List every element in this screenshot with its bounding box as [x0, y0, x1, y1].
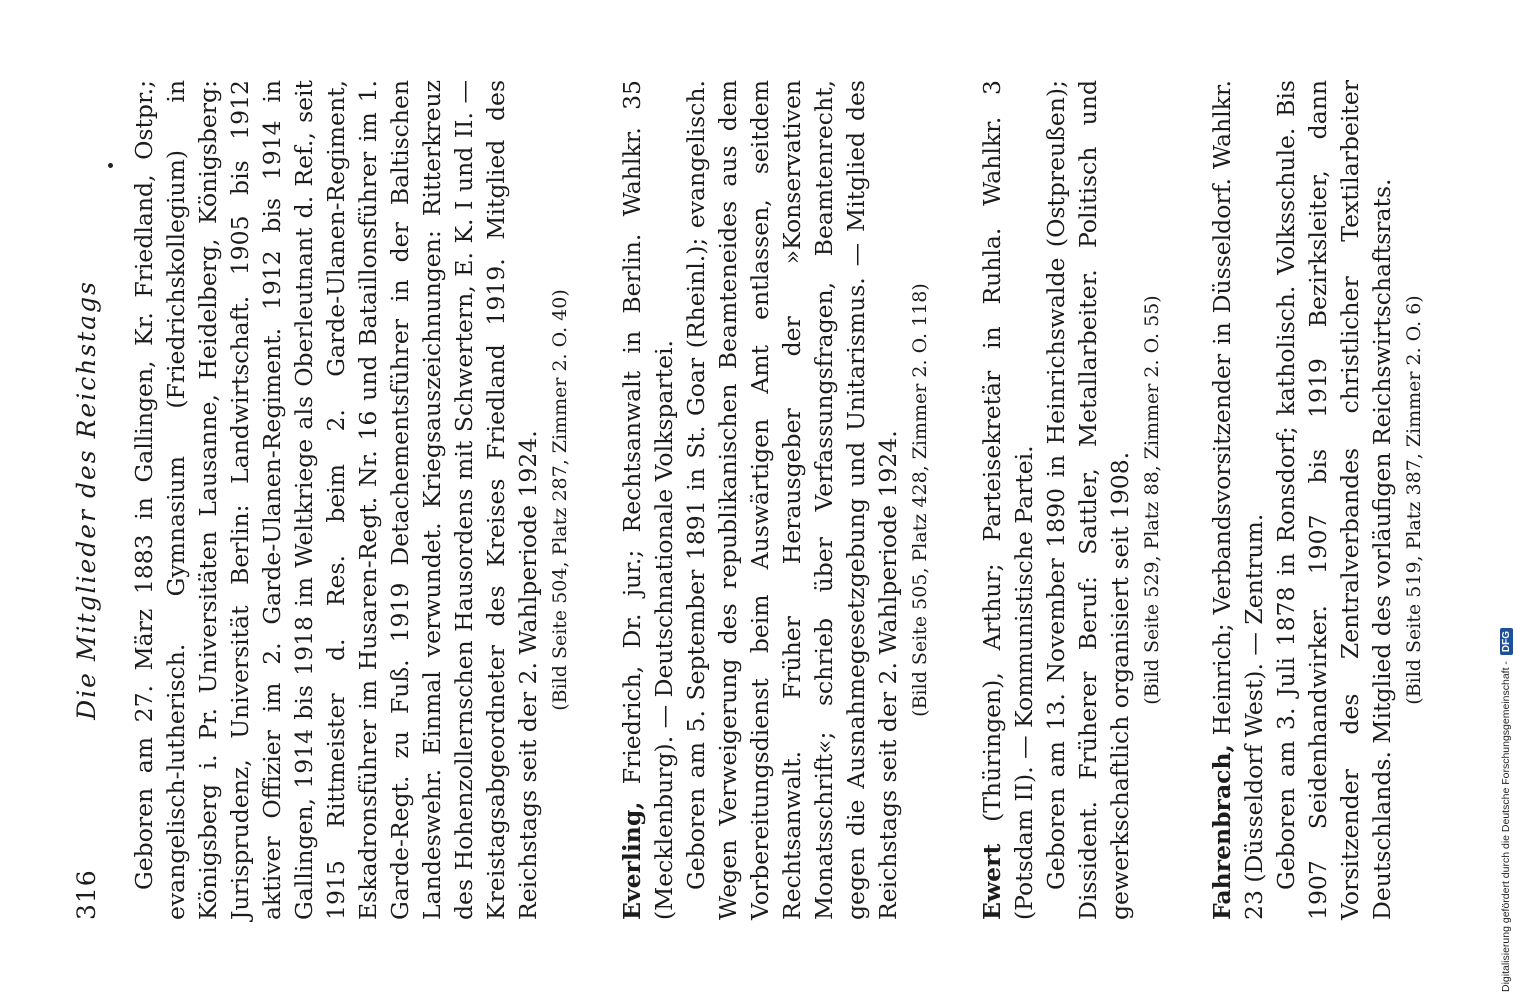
- member-entry: [616, 80, 934, 920]
- entry-divider: [574, 80, 616, 920]
- picture-reference: (Bild Seite 504, Platz 287, Zimmer 2. O. 40): [549, 289, 571, 711]
- digitization-credit: [1497, 2, 1515, 992]
- entry-heading: [1206, 80, 1270, 920]
- member-name: Fahrenbrach,: [1208, 744, 1236, 920]
- member-details: Heinrich; Verbandsvorsitzender in Düsseldorf. Wahlkr. 23 (Düsseldorf West). — Zentrum.: [1208, 80, 1268, 920]
- entry-paragraph: Geboren am 27. März 1883 in Gallingen, Kr. Friedland, Ostpr.; evangelisch-lutherisch. Gymnasium (Friedrichskollegium) in Königsberg i. Pr. Universitäten Lausanne, Heidelberg, Königsberg: Jurisprudenz, Universität Berlin: Landwirtschaft. 1905 bis 1912 aktiver Offizier im 2. Garde-Ulanen-Regiment. 1912 bis 1914 in Gallingen, 1914 bis 1918 im Weltkriege als Oberleutnant d. Ref., seit 1915 Rittmeister d. Res. beim 2. Garde-Ulanen-Regiment, Eskadronsführer im Husaren-Regt. Nr. 16 und Bataillonsführer im 1. Garde-Regt. zu Fuß. 1919 Detachementsführer in der Baltischen Landeswehr. Einmal verwundet. Kriegsauszeichnungen: Ritterkreuz des Hohenzollernschen Hausordens mit Schwertern, E. K. I und II. — Kreistagsabgeordneter des Kreises Friedland 1919. Mitglied des Reichstags seit der 2. Wahlperiode 1924.: [130, 80, 542, 920]
- entry-divider: [934, 80, 976, 920]
- member-name: Ewert: [978, 843, 1006, 920]
- member-entry: [976, 80, 1166, 920]
- member-entry: [1206, 80, 1428, 920]
- speck-mark: [108, 163, 113, 168]
- member-details: (Thüringen), Arthur; Parteisekretär in Ruhla. Wahlkr. 3 (Potsdam II). — Kommunistische Partei.: [978, 80, 1038, 920]
- running-head: [72, 80, 108, 920]
- entries-list: [128, 80, 1428, 920]
- entry-heading: [976, 80, 1040, 920]
- member-entry: [128, 80, 574, 920]
- entry-paragraph: Geboren am 5. September 1891 in St. Goar (Rheinl.); evangelisch. Wegen Verweigerung des republikanischen Beamteneides aus dem Vorbereitungsdienst beim Auswärtigen Amt entlassen, seitdem Rechtsanwalt. Früher Herausgeber der »Konservativen Monatsschrift«; schrieb über Verfassungsfragen, Beamtenrecht, gegen die Ausnahmegesetzgebung und Unitarismus. — Mitglied des Reichstags seit der 2. Wahlperiode 1924.: [682, 80, 902, 920]
- picture-reference: (Bild Seite 519, Platz 387, Zimmer 2. O. 6): [1403, 295, 1425, 705]
- picture-reference: (Bild Seite 505, Platz 428, Zimmer 2. O. 118): [909, 283, 931, 717]
- member-name: Everling,: [618, 801, 646, 920]
- entry-divider: [1166, 80, 1206, 920]
- dfg-logo: DFG: [1500, 628, 1513, 655]
- member-details: Friedrich, Dr. jur.; Rechtsanwalt in Berlin. Wahlkr. 35 (Mecklenburg). — Deutschnationale Volkspartei.: [618, 80, 678, 920]
- entry-heading: [616, 80, 680, 920]
- entry-paragraph: Geboren am 3. Juli 1878 in Ronsdorf; katholisch. Volksschule. Bis 1907 Seidenhandwirker. 1907 bis 1919 Bezirksleiter, dann Vorsitzender des Zentralverbandes christlicher Textilarbeiter Deutschlands. Mitglied des vorläufigen Reichswirtschaftsrats.: [1272, 80, 1396, 920]
- page-title: Die Mitglieder des Reichstags: [72, 280, 101, 720]
- credit-text: Digitalisierung gefördert durch die Deutsche Forschungsgemeinschaft -: [1500, 661, 1512, 992]
- entry-paragraph: Geboren am 13. November 1890 in Heinrichswalde (Ostpreußen); Dissident. Früherer Beruf: Sattler, Metallarbeiter. Politisch und gewerkschaftlich organisiert seit 1908.: [1042, 80, 1134, 920]
- picture-reference: (Bild Seite 529, Platz 88, Zimmer 2. O. 55): [1141, 295, 1163, 705]
- page-number: 316: [72, 869, 101, 920]
